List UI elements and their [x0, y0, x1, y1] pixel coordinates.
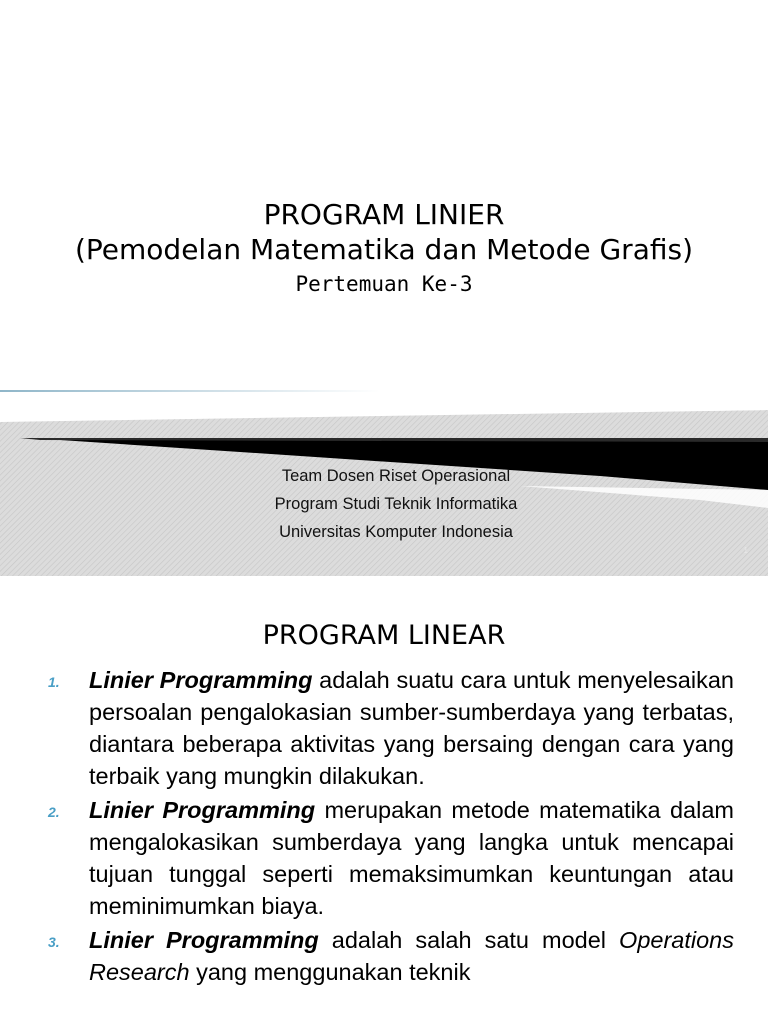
- item-text: adalah salah satu model: [318, 927, 620, 953]
- slide-subtitle: (Pemodelan Matematika dan Metode Grafis): [74, 233, 693, 266]
- item-term: Linier Programming: [89, 667, 313, 693]
- title-block: [0, 198, 768, 298]
- item-term: Linier Programming: [89, 927, 319, 953]
- content-slide: [0, 584, 768, 1024]
- credit-line-team: Team Dosen Riset Operasional: [281, 467, 511, 485]
- credits: [0, 462, 768, 546]
- list-item: [48, 664, 734, 792]
- slide-title: PROGRAM LINIER: [263, 198, 505, 231]
- definition-list: [48, 664, 734, 990]
- list-item: [48, 924, 734, 988]
- item-number: 2.: [48, 804, 60, 820]
- item-text: merupakan metode matematika dalam mengalokasikan sumberdaya yang langka untuk mencapai tujuan tunggal seperti memaksimumkan keuntungan atau meminimumkan biaya.: [89, 797, 734, 919]
- slide-number: 1: [743, 546, 748, 555]
- credit-line-program: Program Studi Teknik Informatika: [274, 495, 518, 513]
- meeting-label: Pertemuan Ke-3: [295, 272, 473, 296]
- credit-line-university: Universitas Komputer Indonesia: [279, 523, 513, 541]
- list-item: [48, 794, 734, 922]
- item-number: 3.: [48, 934, 60, 950]
- item-term-secondary: Operations Research: [89, 927, 734, 985]
- item-text: adalah suatu cara untuk menyelesaikan persoalan pengalokasian sumber-sumberdaya yang terbatas, diantara beberapa aktivitas yang bersaing dengan cara yang terbaik yang mungkin dilakukan.: [89, 667, 734, 789]
- slide-title: PROGRAM LINEAR: [262, 620, 506, 651]
- item-number: 1.: [48, 674, 60, 690]
- item-term: Linier Programming: [89, 797, 316, 823]
- item-text-continued: yang menggunakan teknik: [189, 959, 471, 985]
